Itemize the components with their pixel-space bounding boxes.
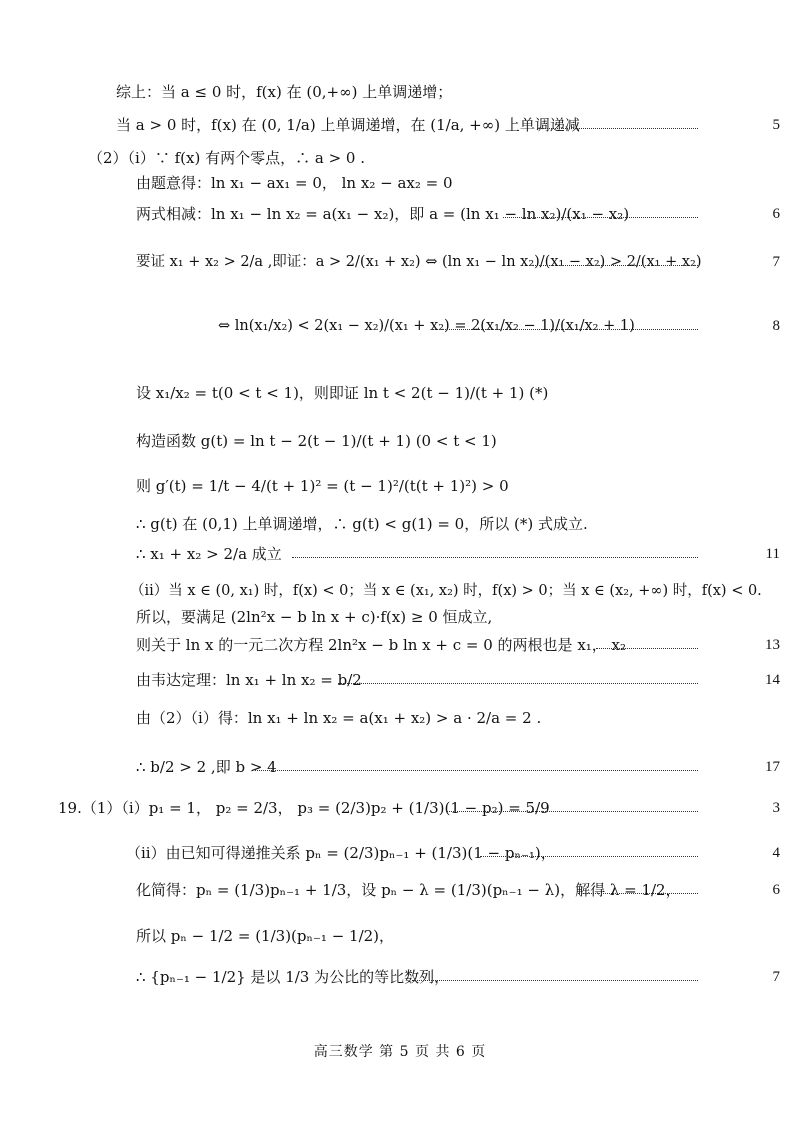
line-text: 两式相减：ln x₁ − ln x₂ = a(x₁ − x₂)，即 a = (ln x₁ − ln x₂)/(x₁ − x₂) — [136, 205, 630, 223]
score-marker: 17 — [765, 759, 780, 775]
dot-leader — [412, 970, 698, 981]
line-text: 则 g′(t) = 1/t − 4/(t + 1)² = (t − 1)²/(t(t + 1)²) > 0 — [136, 477, 509, 495]
line-text: 设 x₁/x₂ = t(0 < t < 1)，则即证 ln t < 2(t − 1)/(t + 1) (*) — [136, 384, 549, 402]
line-text: 所以 pₙ − 1/2 = (1/3)(pₙ₋₁ − 1/2)， — [136, 927, 395, 945]
line-text: 由韦达定理：ln x₁ + ln x₂ = b/2 — [136, 671, 362, 689]
dot-leader — [596, 638, 698, 649]
line-text: 19.（1）（i）p₁ = 1， p₂ = 2/3， p₃ = (2/3)p₂ + (1/3)(1 − p₂) = 5/9 — [58, 799, 550, 817]
dot-leader — [432, 319, 698, 330]
score-marker: 6 — [772, 882, 780, 898]
line-text: 所以，要满足 (2ln²x − b ln x + c)·f(x) ≥ 0 恒成立, — [136, 608, 493, 626]
line-text: 综上：当 a ≤ 0 时，f(x) 在 (0,+∞) 上单调递增； — [116, 83, 453, 101]
line-text: ∴ b/2 > 2 ,即 b > 4 — [136, 758, 277, 776]
score-marker: 5 — [772, 117, 780, 133]
dot-leader — [292, 547, 698, 558]
dot-leader — [537, 118, 698, 129]
line-text: 构造函数 g(t) = ln t − 2(t − 1)/(t + 1) (0 < t < 1) — [136, 432, 497, 450]
line-text: （ii）当 x ∈ (0, x₁) 时，f(x) < 0；当 x ∈ (x₁, x₂) 时，f(x) > 0；当 x ∈ (x₂, +∞) 时，f(x) < 0. — [130, 583, 762, 599]
line-text: 则关于 ln x 的一元二次方程 2ln²x − b ln x + c = 0 的两根也是 x₁， x₂ — [136, 636, 627, 654]
page-footer: 高三数学 第 5 页 共 6 页 — [313, 1044, 487, 1060]
score-marker: 7 — [772, 254, 780, 270]
dot-leader — [447, 801, 698, 812]
score-marker: 11 — [765, 546, 780, 562]
score-marker: 7 — [772, 969, 780, 985]
score-marker: 13 — [765, 637, 780, 653]
dot-leader — [533, 255, 698, 266]
line-text: ∴ {pₙ₋₁ − 1/2} 是以 1/3 为公比的等比数列， — [136, 968, 450, 986]
line-text: 由题意得：ln x₁ − ax₁ = 0， ln x₂ − ax₂ = 0 — [136, 174, 453, 192]
score-marker: 14 — [765, 672, 780, 688]
dot-leader — [338, 673, 698, 684]
score-marker: 6 — [772, 206, 780, 222]
line-text: （2）（i）∵ f(x) 有两个零点，∴ a > 0 . — [88, 149, 365, 167]
score-marker: 3 — [772, 800, 780, 816]
dot-leader — [578, 883, 698, 894]
line-text: ∴ x₁ + x₂ > 2/a 成立 — [136, 545, 282, 563]
dot-leader — [255, 760, 698, 771]
score-marker: 4 — [772, 845, 780, 861]
line-text: ∴ g(t) 在 (0,1) 上单调递增，∴ g(t) < g(1) = 0，所以 (*) 式成立. — [136, 515, 588, 533]
dot-leader — [480, 846, 698, 857]
line-text: ⇔ ln(x₁/x₂) < 2(x₁ − x₂)/(x₁ + x₂) = 2(x₁/x₂ − 1)/(x₁/x₂ + 1) — [218, 318, 635, 334]
dot-leader — [503, 207, 698, 218]
score-marker: 8 — [772, 318, 780, 334]
line-text: 要证 x₁ + x₂ > 2/a ,即证：a > 2/(x₁ + x₂) ⇔ (ln x₁ − ln x₂)/(x₁ − x₂) > 2/(x₁ + x₂) — [136, 254, 702, 270]
line-text: （ii）由已知可得递推关系 pₙ = (2/3)pₙ₋₁ + (1/3)(1 − pₙ₋₁)， — [126, 844, 556, 862]
line-text: 化简得：pₙ = (1/3)pₙ₋₁ + 1/3，设 pₙ − λ = (1/3)(pₙ₋₁ − λ)，解得 λ = 1/2， — [136, 881, 681, 899]
line-text: 当 a > 0 时，f(x) 在 (0, 1/a) 上单调递增，在 (1/a, +∞) 上单调递减 — [116, 116, 580, 134]
line-text: 由（2）（i）得：ln x₁ + ln x₂ = a(x₁ + x₂) > a · 2/a = 2 . — [136, 709, 542, 727]
